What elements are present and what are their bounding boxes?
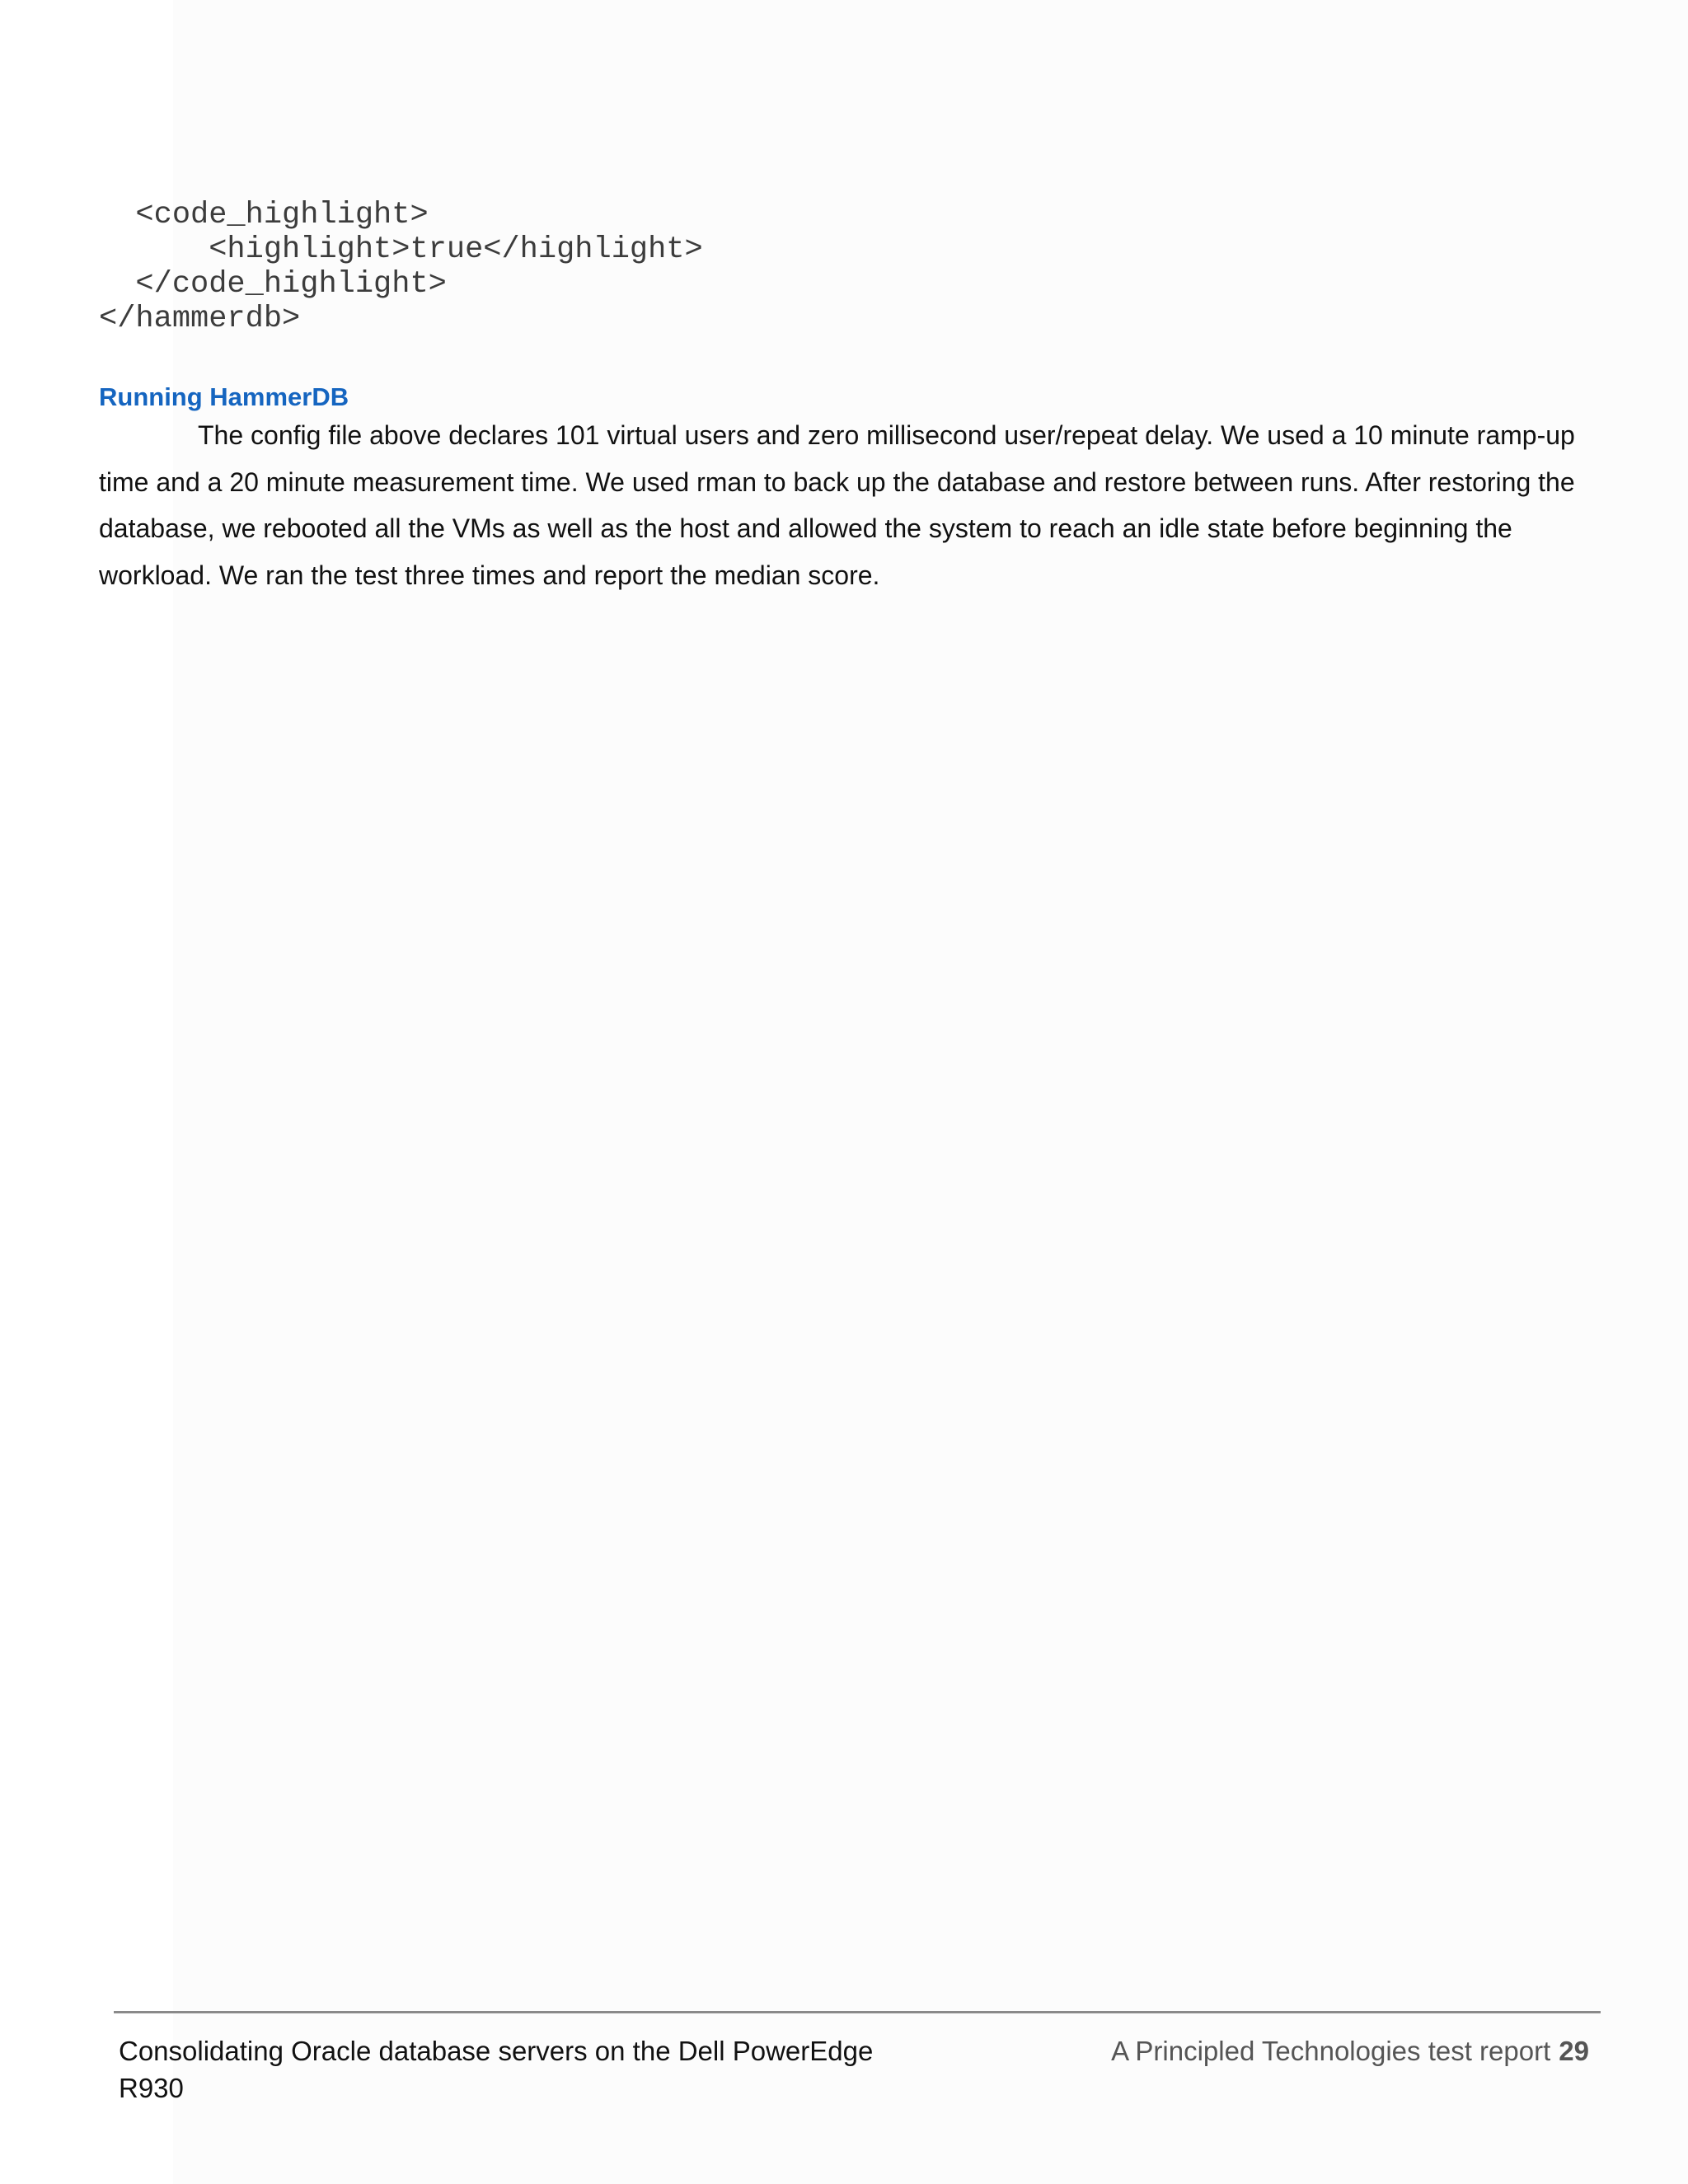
footer-divider — [114, 2011, 1601, 2013]
footer-document-title: Consolidating Oracle database servers on the Dell PowerEdge R930 — [119, 2036, 874, 2103]
code-line: </code_highlight> — [99, 267, 447, 302]
body-paragraph: The config file above declares 101 virtual users and zero millisecond user/repeat delay. We used a 10 minute ramp-up time and a 20 minute measurement time. We used rman to back up the database and restore between runs. After restoring the database, we rebooted all the VMs as well as the host and allowed the system to reach an idle state before beginning the workload. We ran the test three times and report the median score. — [99, 420, 1575, 590]
code-line: </hammerdb> — [99, 302, 301, 336]
xml-code-block — [99, 198, 703, 336]
footer-report-info — [1111, 2032, 1589, 2069]
section-heading: Running HammerDB — [99, 382, 349, 411]
footer-report-label: A Principled Technologies test report — [1111, 2036, 1551, 2066]
page-number: 29 — [1559, 2036, 1589, 2066]
code-line: <code_highlight> — [99, 198, 429, 232]
code-line: <highlight>true</highlight> — [99, 232, 703, 267]
